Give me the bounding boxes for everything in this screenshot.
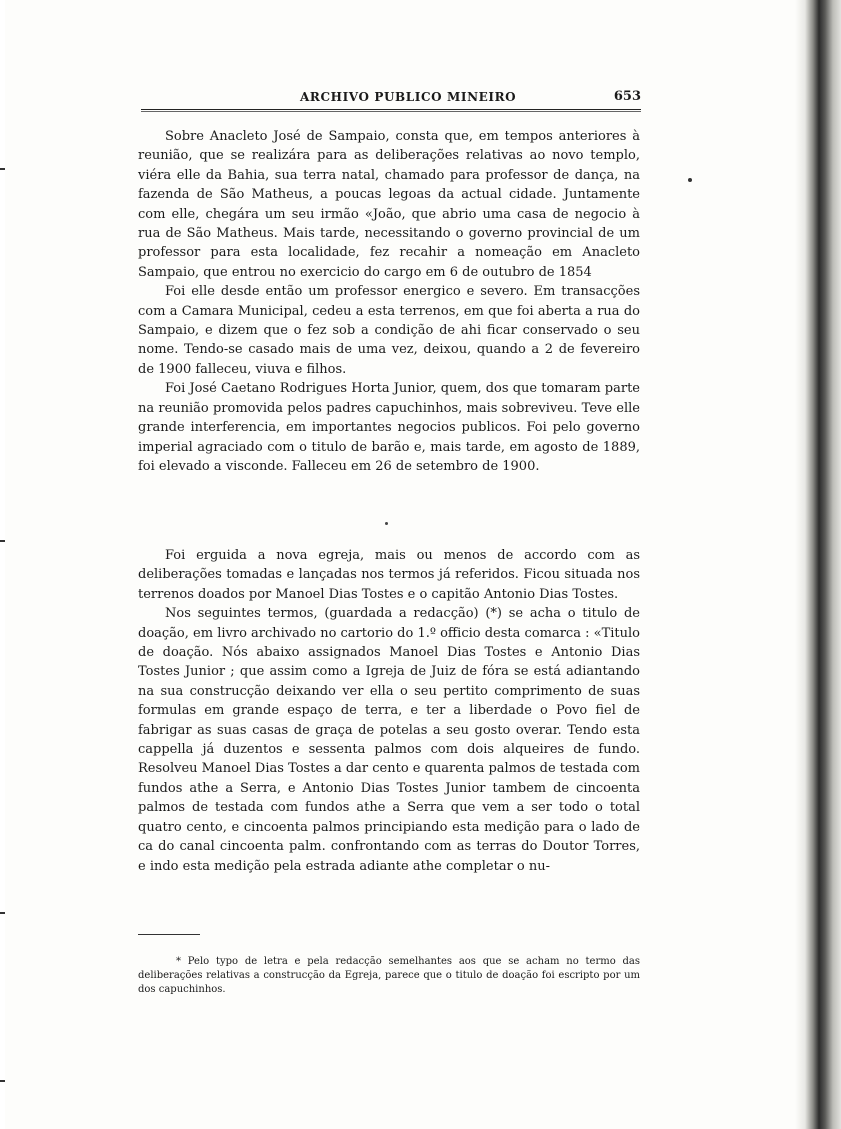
footnote-text: * Pelo typo de letra e pela redacção semelhantes aos que se acham no termo das deliberações relativas a construcção da Egreja, parece que o titulo de doação foi escripto por um dos capuchinhos. xyxy=(138,956,640,995)
paragraph: Foi elle desde então um professor energico e severo. Em transacções com a Camara Municipal, cedeu a esta terrenos, em que foi aberta a rua do Sampaio, e dizem que o fez sob a condição de ahi ficar conservado o seu nome. Tendo-se casado mais de uma vez, deixou, quando a 2 de fevereiro de 1900 falleceu, viuva e filhos. xyxy=(138,284,640,377)
footnote-rule xyxy=(138,934,200,935)
page-left-edge xyxy=(0,0,5,1129)
paragraph: Foi erguida a nova egreja, mais ou menos de accordo com as deliberações tomadas e lançadas nos termos já referidos. Ficou situada nos terrenos doados por Manoel Dias Tostes e o capitão Antonio Dias Tostes. xyxy=(138,548,640,602)
edge-mark xyxy=(0,1080,5,1082)
header-rule xyxy=(141,111,641,112)
book-binding-edge xyxy=(795,0,841,1129)
running-header xyxy=(141,88,641,108)
running-title: ARCHIVO PUBLICO MINEIRO xyxy=(300,90,517,104)
ink-speck xyxy=(688,178,692,182)
text-block-2 xyxy=(138,546,640,876)
paragraph: Sobre Anacleto José de Sampaio, consta que, em tempos anteriores à reunião, que se realizára para as deliberações relativas ao novo templo, viéra elle da Bahia, sua terra natal, chamado para professor de dança, na fazenda de São Matheus, a poucas legoas da actual cidade. Juntamente com elle, chegára um seu irmão «João, que abrio uma casa de negocio à rua de São Matheus. Mais tarde, necessitando o governo provincial de um professor para esta localidade, fez recahir a nomeação em Anacleto Sampaio, que entrou no exercicio do cargo em 6 de outubro de 1854 xyxy=(138,129,640,280)
header-rule xyxy=(141,109,641,110)
paragraph: Foi José Caetano Rodrigues Horta Junior, quem, dos que tomaram parte na reunião promovida pelos padres capuchinhos, mais sobreviveu. Teve elle grande interferencia, em importantes negocios publicos. Foi pelo governo imperial agraciado com o titulo de barão e, mais tarde, em agosto de 1889, foi elevado a visconde. Falleceu em 26 de setembro de 1900. xyxy=(138,381,640,474)
edge-mark xyxy=(0,912,5,914)
edge-mark xyxy=(0,540,5,542)
section-separator xyxy=(385,522,388,525)
page-number: 653 xyxy=(613,89,641,104)
text-block-1 xyxy=(138,127,640,476)
edge-mark xyxy=(0,168,5,170)
footnote xyxy=(138,955,640,997)
paragraph: Nos seguintes termos, (guardada a redacção) (*) se acha o titulo de doação, em livro archivado no cartorio do 1.º officio desta comarca : «Titulo de doação. Nós abaixo assignados Manoel Dias Tostes e Antonio Dias Tostes Junior ; que assim como a Igreja de Juiz de fóra se está adiantando na sua construcção deixando ver ella o seu pertito comprimento de suas formulas em grande espaço de terra, e ter a liberdade o Povo fiel de fabrigar as suas casas de graça de potelas a seu gosto overar. Tendo esta cappella já duzentos e sessenta palmos com dois alqueires de fundo. Resolveu Manoel Dias Tostes a dar cento e quarenta palmos de testada com fundos athe a Serra, e Antonio Dias Tostes Junior tambem de cincoenta palmos de testada com fundos athe a Serra que vem a ser todo o total quatro cento, e cincoenta palmos principiando esta medição para o lado de ca do canal cincoenta palm. confrontando com as terras do Doutor Torres, e indo esta medição pela estrada adiante athe completar o nu- xyxy=(138,606,640,874)
